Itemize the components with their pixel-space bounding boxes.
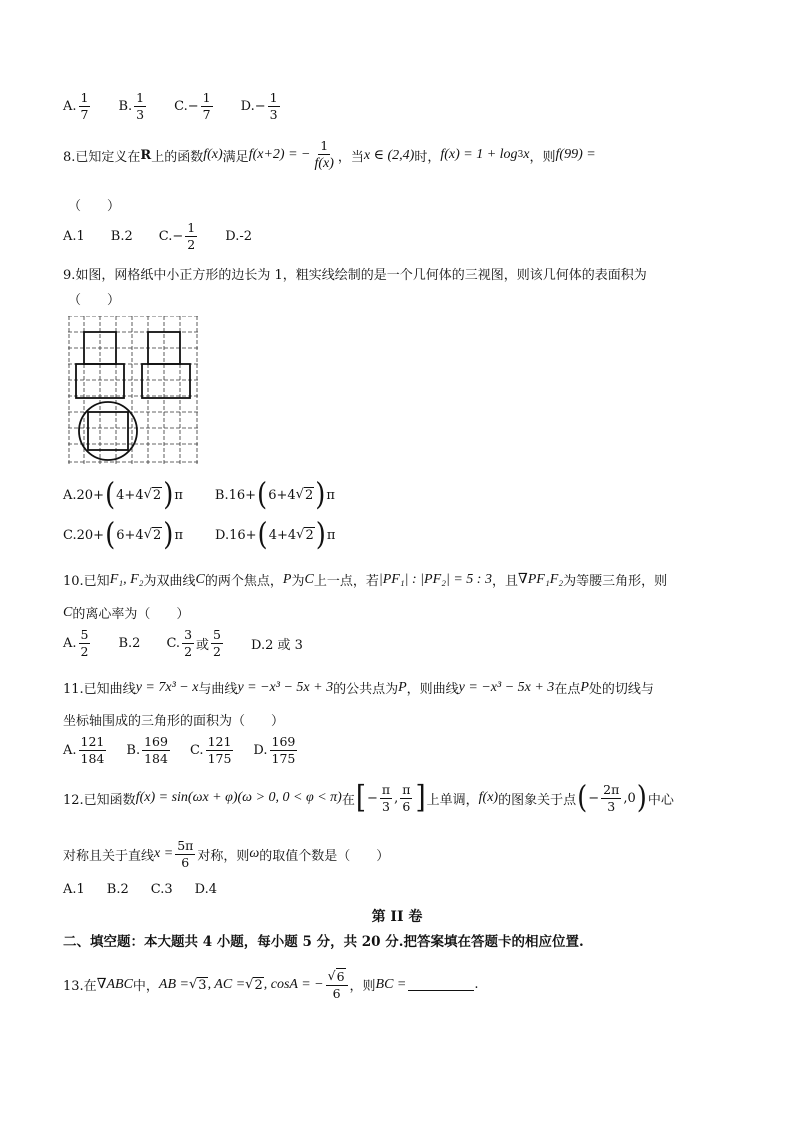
q9-options-row2 xyxy=(63,517,361,553)
q10-option-d: D.2 或 3 xyxy=(251,637,303,653)
q11-stem-line2: 坐标轴围成的三角形的面积为（ ） xyxy=(63,714,285,729)
q7-option-c: C. − $\frac{1}{7}$ xyxy=(174,90,211,122)
q9-option-a: A. 20 + ( 4 + 4 √ 2 ) π xyxy=(63,477,183,513)
q12-stem: 12.已知函数 f(x) = sin(ωx + φ)(ω > 0, 0 < φ < π) 在 [ − $\frac{\pi}{3}$ , $\frac{\pi}{6}$ ] 上单调， f(x) 的图象关于点 ( − $\frac{2\pi}{3}$ , 0 ) 中心 xyxy=(63,780,674,817)
q8-option-b: B.2 xyxy=(110,228,133,244)
q11-option-d: D. $\frac{169}{175}$ xyxy=(253,734,296,766)
q12-option-b: B.2 xyxy=(106,882,129,897)
q11-option-a: A. $\frac{121}{184}$ xyxy=(63,734,105,766)
answer-blank[interactable] xyxy=(408,978,474,991)
q8-option-d: D.-2 xyxy=(225,228,253,244)
q13-stem: 13.在 ∇ABC 中， AB = √ 3 , AC = √ 2 , cosA = − √ 6 6 ，则 BC = . xyxy=(63,968,479,1001)
q11-stem: 11.已知曲线 y = 7x³ − x 与曲线 y = −x³ − 5x + 3 的公共点为 P ，则曲线 y = −x³ − 5x + 3 在点 P 处的切线与 xyxy=(63,679,654,697)
q10-stem: 10.已知 F₁, F₂ 为双曲线 C 的两个焦点， P 为 C 上一点，若 |PF₁| : |PF₂| = 5 : 3 ，且 ∇PF₁F₂ 为等腰三角形，则 xyxy=(63,571,668,589)
q12-option-d: D.4 xyxy=(194,882,218,897)
section-heading: 二、填空题：本大题共 4 小题，每小题 5 分，共 20 分.把答案填在答题卡的相应位置. xyxy=(63,934,584,950)
q7-option-a: A. $\frac{1}{7}$ xyxy=(63,90,89,122)
q10-option-c: C. $\frac{3}{2}$ 或 $\frac{5}{2}$ xyxy=(166,627,221,659)
q9-option-d: D. 16 + ( 4 + 4 √ 2 ) π xyxy=(214,517,336,553)
q10-option-a: A. $\frac{5}{2}$ xyxy=(63,627,89,659)
q10-option-b: B.2 xyxy=(118,635,141,651)
q9-option-c: C. 20 + ( 6 + 4 √ 2 ) π xyxy=(63,517,183,553)
q11-option-c: C. $\frac{121}{175}$ xyxy=(189,734,232,766)
q12-options xyxy=(63,882,243,897)
q8-options xyxy=(63,220,278,252)
q12-option-c: C.3 xyxy=(150,882,173,897)
q7-option-b: B. $\frac{1}{3}$ xyxy=(118,90,145,122)
three-view-figure xyxy=(68,316,198,464)
q9-paren: （ ） xyxy=(68,293,121,308)
q9-stem: 9.如图，网格纸中小正方形的边长为 1，粗实线绘制的是一个几何体的三视图，则该几何体的表面积为 xyxy=(63,268,647,283)
q10-options xyxy=(63,627,329,659)
q7-option-d: D. − $\frac{1}{3}$ xyxy=(240,90,278,122)
q11-options xyxy=(63,734,325,766)
q11-option-b: B. $\frac{169}{184}$ xyxy=(126,734,168,766)
part2-title: 第 II 卷 xyxy=(371,909,423,925)
q8-option-a: A.1 xyxy=(63,228,85,244)
q12-option-a: A.1 xyxy=(63,882,85,897)
q10-stem-line2: C 的离心率为（ ） xyxy=(63,604,190,622)
q8-paren: （ ） xyxy=(68,199,121,214)
q9-options-row1 xyxy=(63,477,361,513)
q8-option-c: C. − $\frac{1}{2}$ xyxy=(158,220,196,252)
q12-stem-line2: 对称且关于直线 x = $\frac{5\pi}{6}$ 对称，则 ω 的取值个数是（ ） xyxy=(63,838,390,870)
q8-stem: 8.已知定义在 R 上的函数 f(x) 满足 f(x+2) = − $\frac{1}{f(x)}$ ，当 x ∈ (2,4) 时， f(x) = 1 + log 3 x ，则 f(99) = xyxy=(63,138,596,171)
q7-options xyxy=(63,90,308,122)
q9-option-b: B. 16 + ( 6 + 4 √ 2 ) π xyxy=(214,477,335,513)
